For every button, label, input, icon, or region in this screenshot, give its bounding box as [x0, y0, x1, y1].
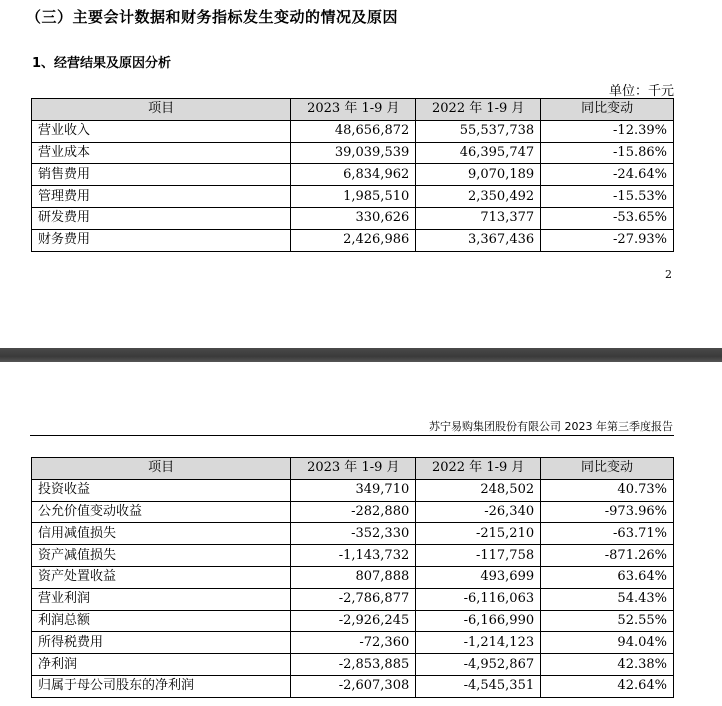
row-value-2022: 2,350,492: [416, 186, 541, 208]
row-value-2023: 330,626: [291, 207, 416, 229]
row-item: 净利润: [32, 654, 291, 676]
row-item: 资产减值损失: [32, 545, 291, 567]
row-value-2023: 2,426,986: [291, 229, 416, 251]
section-title: （三）主要会计数据和财务指标发生变动的情况及原因: [26, 8, 399, 26]
row-value-2023: 1,985,510: [291, 186, 416, 208]
page-number: 2: [665, 268, 672, 281]
table-row: [32, 120, 674, 142]
row-value-2023: -2,786,877: [291, 588, 416, 610]
row-change: -871.26%: [541, 545, 674, 567]
row-value-2023: -1,143,732: [291, 545, 416, 567]
row-item: 利润总额: [32, 610, 291, 632]
header-change: 同比变动: [541, 458, 674, 480]
table-header-row: [32, 99, 674, 121]
row-change: 63.64%: [541, 566, 674, 588]
row-item: 投资收益: [32, 479, 291, 501]
row-value-2023: 349,710: [291, 479, 416, 501]
table-row: [32, 164, 674, 186]
row-item: 研发费用: [32, 207, 291, 229]
row-value-2022: -4,545,351: [416, 675, 541, 697]
sub-title: 1、经营结果及原因分析: [32, 56, 172, 71]
table-row: [32, 545, 674, 567]
row-item: 信用减值损失: [32, 523, 291, 545]
row-item: 公允价值变动收益: [32, 501, 291, 523]
header-2023: 2023 年 1-9 月: [291, 99, 416, 121]
header-item: 项目: [32, 458, 291, 480]
table-row: [32, 610, 674, 632]
row-value-2023: 6,834,962: [291, 164, 416, 186]
row-value-2022: -6,116,063: [416, 588, 541, 610]
table-row: [32, 654, 674, 676]
table-row: [32, 675, 674, 697]
row-change: -27.93%: [541, 229, 674, 251]
row-change: 52.55%: [541, 610, 674, 632]
table-row: [32, 479, 674, 501]
header-2023: 2023 年 1-9 月: [291, 458, 416, 480]
row-item: 管理费用: [32, 186, 291, 208]
row-value-2022: 55,537,738: [416, 120, 541, 142]
row-value-2023: 39,039,539: [291, 142, 416, 164]
profit-items-body: [32, 479, 674, 697]
row-item: 财务费用: [32, 229, 291, 251]
row-item: 归属于母公司股东的净利润: [32, 675, 291, 697]
unit-label: 单位：千元: [608, 84, 674, 99]
report-page-top: [0, 0, 722, 348]
row-value-2022: -215,210: [416, 523, 541, 545]
row-value-2023: -2,607,308: [291, 675, 416, 697]
header-rule: [30, 435, 674, 436]
table-row: [32, 632, 674, 654]
report-page-bottom: [0, 362, 722, 706]
table-row: [32, 229, 674, 251]
header-item: 项目: [32, 99, 291, 121]
row-value-2022: 713,377: [416, 207, 541, 229]
row-change: 42.38%: [541, 654, 674, 676]
running-header: 苏宁易购集团股份有限公司 2023 年第三季度报告: [429, 420, 673, 433]
table-row: [32, 207, 674, 229]
row-item: 营业成本: [32, 142, 291, 164]
row-value-2023: -2,926,245: [291, 610, 416, 632]
row-value-2022: 3,367,436: [416, 229, 541, 251]
row-value-2023: 807,888: [291, 566, 416, 588]
row-change: -15.53%: [541, 186, 674, 208]
header-2022: 2022 年 1-9 月: [416, 99, 541, 121]
table-row: [32, 588, 674, 610]
row-item: 营业收入: [32, 120, 291, 142]
row-change: 54.43%: [541, 588, 674, 610]
row-change: -973.96%: [541, 501, 674, 523]
row-item: 营业利润: [32, 588, 291, 610]
row-change: 40.73%: [541, 479, 674, 501]
profit-items-table: [31, 457, 674, 698]
row-value-2022: -4,952,867: [416, 654, 541, 676]
row-value-2023: -2,853,885: [291, 654, 416, 676]
header-change: 同比变动: [541, 99, 674, 121]
table-header-row: [32, 458, 674, 480]
page-separator: [0, 348, 722, 362]
row-value-2023: -352,330: [291, 523, 416, 545]
row-item: 所得税费用: [32, 632, 291, 654]
row-item: 资产处置收益: [32, 566, 291, 588]
row-value-2022: -6,166,990: [416, 610, 541, 632]
table-row: [32, 142, 674, 164]
row-value-2023: 48,656,872: [291, 120, 416, 142]
row-value-2023: -72,360: [291, 632, 416, 654]
row-item: 销售费用: [32, 164, 291, 186]
row-value-2022: 9,070,189: [416, 164, 541, 186]
row-change: -15.86%: [541, 142, 674, 164]
row-change: -63.71%: [541, 523, 674, 545]
operating-results-table: [31, 98, 674, 252]
operating-results-body: [32, 120, 674, 251]
row-change: 94.04%: [541, 632, 674, 654]
header-2022: 2022 年 1-9 月: [416, 458, 541, 480]
row-value-2022: 493,699: [416, 566, 541, 588]
row-change: -12.39%: [541, 120, 674, 142]
table-row: [32, 186, 674, 208]
row-value-2022: -117,758: [416, 545, 541, 567]
row-value-2022: 248,502: [416, 479, 541, 501]
row-change: -53.65%: [541, 207, 674, 229]
row-change: -24.64%: [541, 164, 674, 186]
table-row: [32, 523, 674, 545]
row-value-2022: -1,214,123: [416, 632, 541, 654]
table-row: [32, 501, 674, 523]
row-change: 42.64%: [541, 675, 674, 697]
table-row: [32, 566, 674, 588]
row-value-2022: 46,395,747: [416, 142, 541, 164]
row-value-2023: -282,880: [291, 501, 416, 523]
row-value-2022: -26,340: [416, 501, 541, 523]
